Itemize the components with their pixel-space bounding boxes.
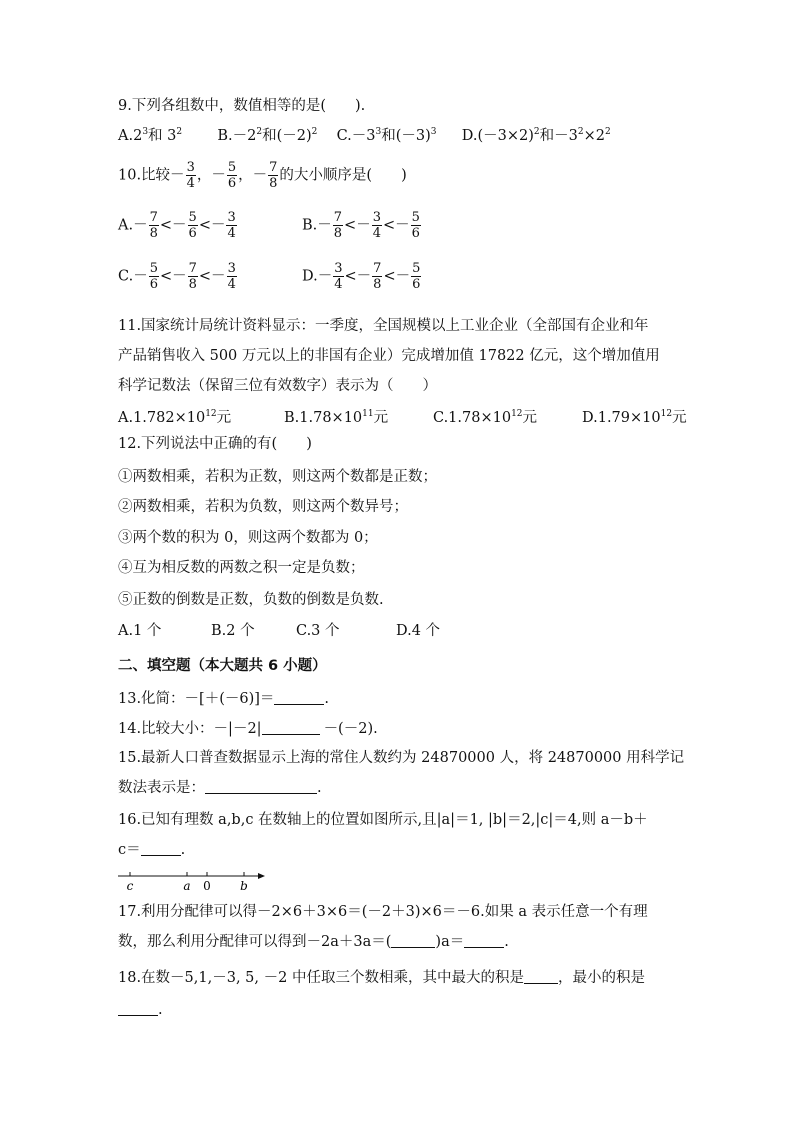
label-zero: 0 — [203, 879, 211, 893]
answer-blank[interactable] — [274, 690, 324, 705]
q11-option-a: $A.1.782\times 10^{12}$元 — [118, 409, 232, 426]
q17-line-1: 17.利用分配律可以得－2×6＋3×6＝(－2＋3)×6＝－6.如果 a 表示任意一个有理 — [118, 904, 648, 920]
label-a: a — [183, 879, 191, 893]
q12-option-c: C.3 个 — [296, 623, 340, 639]
q9-option-b: $B.-2^2$和$(-2)^2$ — [217, 127, 318, 144]
q11-option-d: $D.1.79\times 10^{12}$元 — [582, 409, 687, 426]
q10-stem: 10.比较－ $\frac{3}{4}$ ，－ $\frac{5}{6}$ ，－ $\frac{7}{8}$ 的大小顺序是( ) — [118, 160, 407, 191]
q13: 13.化简：－[＋(－6)]＝ . — [118, 691, 330, 707]
q12-option-d: D.4 个 — [396, 623, 441, 639]
answer-blank[interactable] — [205, 779, 317, 794]
q18-line-2: . — [118, 1000, 163, 1020]
q18-line-1: 18.在数－5,1,－3, 5, －2 中任取三个数相乘，其中最大的积是 ，最小的积是 — [118, 970, 645, 986]
label-c: c — [126, 879, 134, 893]
arrow-icon — [258, 873, 265, 879]
q12-stem: 12.下列说法中正确的有( ) — [118, 436, 312, 452]
q9-option-d: $D.(-3\times 2)^2$和$-3^2\times 2^2$ — [461, 127, 611, 144]
q9-option-c: $C.-3^3$和$(-3)^3$ — [336, 127, 437, 144]
q10-option-b: B.－ $\frac{7}{8}$ <－ $\frac{3}{4}$ <－ $\frac{5}{6}$ — [302, 210, 420, 241]
q11-line-1: 11.国家统计局统计资料显示：一季度，全国规模以上工业企业（全部国有企业和年 — [118, 318, 649, 334]
q10-option-a: A.－ $\frac{7}{8}$ <－ $\frac{5}{6}$ <－ $\frac{3}{4}$ — [118, 210, 236, 241]
q17-line-2: 数，那么利用分配律可以得到－2a＋3a＝( )a＝ . — [118, 934, 509, 950]
q10-option-c: C.－ $\frac{5}{6}$ <－ $\frac{7}{8}$ <－ $\frac{3}{4}$ — [118, 261, 236, 292]
q9-stem: 9.下列各组数中，数值相等的是( ). — [118, 98, 366, 114]
q12-statement-5: ⑤正数的倒数是正数，负数的倒数是负数. — [118, 592, 384, 608]
q16-line-1: 16.已知有理数 a,b,c 在数轴上的位置如图所示,且|a|＝1, |b|＝2,|c|＝4,则 a－b＋ — [118, 812, 648, 828]
q16-line-2: c＝ . — [118, 842, 186, 858]
q11-option-b: $B.1.78\times 10^{11}$元 — [284, 409, 389, 426]
answer-blank[interactable] — [141, 841, 181, 856]
q12-statement-2: ②两数相乘，若积为负数，则这两个数异号； — [118, 499, 408, 515]
q12-statement-1: ①两数相乘，若积为正数，则这两个数都是正数； — [118, 469, 437, 485]
q11-option-c: $C.1.78\times 10^{12}$元 — [433, 409, 538, 426]
q10-option-d: D.－ $\frac{3}{4}$ <－ $\frac{7}{8}$ <－ $\frac{5}{6}$ — [302, 261, 421, 292]
fraction: $\frac{5}{6}$ — [227, 160, 237, 191]
q11-line-3: 科学记数法（保留三位有效数字）表示为（ ） — [118, 378, 437, 394]
q11-line-2: 产品销售收入 500 万元以上的非国有企业）完成增加值 17822 亿元，这个增加值用 — [118, 348, 660, 364]
number-line — [118, 868, 268, 894]
q15-line-2: 数法表示是： . — [118, 780, 322, 796]
q12-statement-4: ④互为相反数的两数之积一定是负数； — [118, 560, 365, 576]
answer-blank[interactable] — [118, 1001, 158, 1016]
q14: 14.比较大小：－|－2| －(－2). — [118, 721, 378, 737]
fraction: $\frac{3}{4}$ — [186, 160, 195, 191]
answer-blank[interactable] — [524, 969, 558, 984]
q9-option-a: $A.2^3$和 $3^2$ — [118, 127, 183, 144]
q15-line-1: 15.最新人口普查数据显示上海的常住人数约为 24870000 人，将 24870000 用科学记 — [118, 750, 685, 766]
answer-blank[interactable] — [262, 720, 320, 735]
q12-option-a: A.1 个 — [118, 623, 162, 639]
answer-blank[interactable] — [464, 933, 504, 948]
answer-blank[interactable] — [391, 933, 435, 948]
label-b: b — [240, 879, 248, 893]
section-heading: 二、填空题（本大题共 6 小题） — [118, 658, 327, 674]
fraction: $\frac{7}{8}$ — [269, 160, 278, 191]
q9-options — [118, 126, 611, 146]
q12-statement-3: ③两个数的积为 0，则这两个数都为 0； — [118, 530, 378, 546]
q12-option-b: B.2 个 — [211, 623, 255, 639]
